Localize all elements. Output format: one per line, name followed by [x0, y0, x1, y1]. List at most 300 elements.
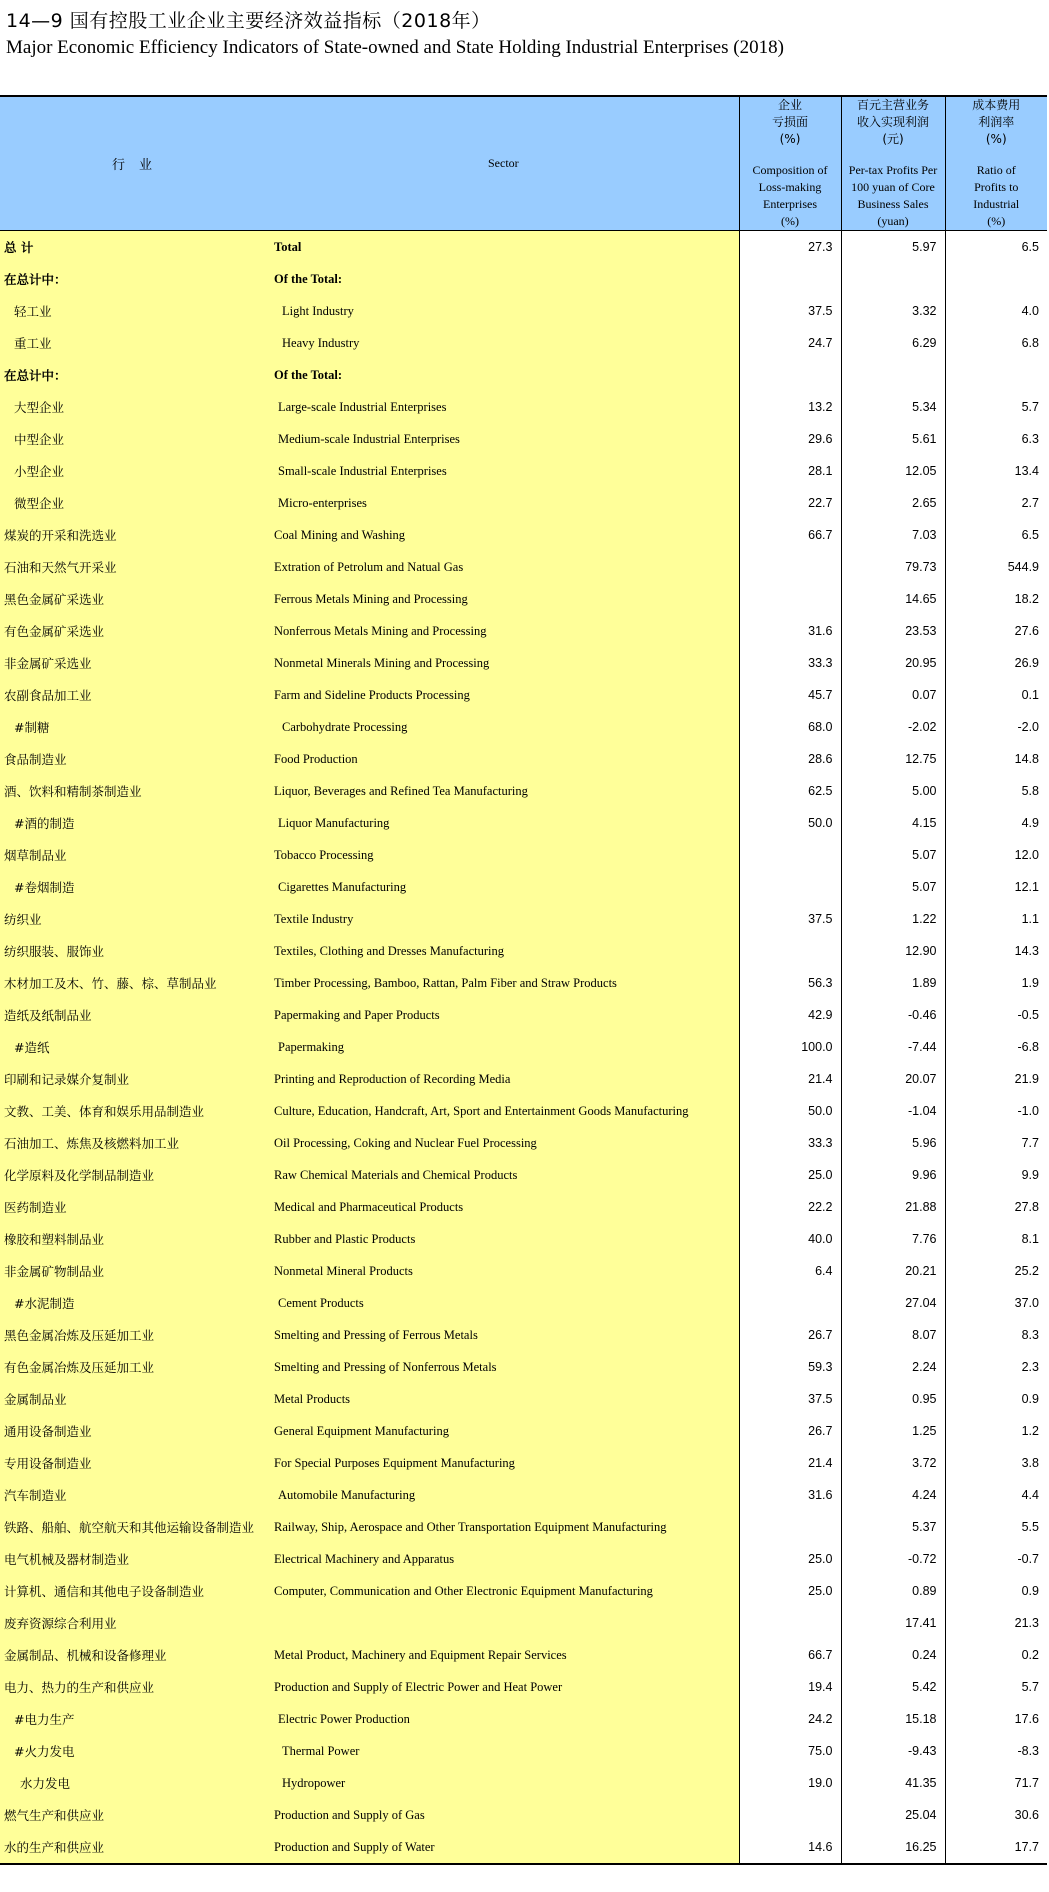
- loss-making-pct-value: 26.7: [739, 1415, 841, 1447]
- table-row: [0, 295, 1047, 327]
- sector-name-en: Oil Processing, Coking and Nuclear Fuel Processing: [270, 1127, 739, 1159]
- table-row: [0, 1703, 1047, 1735]
- cost-profit-ratio-value: 30.6: [945, 1799, 1047, 1831]
- loss-making-pct-value: 13.2: [739, 391, 841, 423]
- industry-name-cn: 水的生产和供应业: [0, 1831, 270, 1864]
- industry-name-cn: 橡胶和塑料制品业: [0, 1223, 270, 1255]
- profit-per-100-yuan-value: 12.90: [841, 935, 945, 967]
- cost-profit-ratio-value: 21.9: [945, 1063, 1047, 1095]
- header-col2-en3: Business Sales: [857, 197, 929, 211]
- table-row: [0, 231, 1047, 264]
- header-col1-unit-en: (%): [781, 214, 799, 228]
- industry-name-cn: 非金属矿采选业: [0, 647, 270, 679]
- profit-per-100-yuan-value: 7.76: [841, 1223, 945, 1255]
- cost-profit-ratio-value: -0.7: [945, 1543, 1047, 1575]
- loss-making-pct-value: 25.0: [739, 1575, 841, 1607]
- table-row: [0, 1479, 1047, 1511]
- sector-name-en: Cement Products: [270, 1287, 739, 1319]
- profit-per-100-yuan-value: 5.00: [841, 775, 945, 807]
- cost-profit-ratio-value: 0.2: [945, 1639, 1047, 1671]
- industry-name-cn: #制糖: [0, 711, 270, 743]
- cost-profit-ratio-value: 14.8: [945, 743, 1047, 775]
- sector-name-en: Nonmetal Mineral Products: [270, 1255, 739, 1287]
- industry-name-cn: 农副食品加工业: [0, 679, 270, 711]
- loss-making-pct-value: 68.0: [739, 711, 841, 743]
- profit-per-100-yuan-value: 4.24: [841, 1479, 945, 1511]
- loss-making-pct-value: [739, 839, 841, 871]
- header-profit-per-100: [841, 96, 945, 231]
- industry-name-cn: 造纸及纸制品业: [0, 999, 270, 1031]
- sector-name-en: Textile Industry: [270, 903, 739, 935]
- loss-making-pct-value: 59.3: [739, 1351, 841, 1383]
- cost-profit-ratio-value: 2.7: [945, 487, 1047, 519]
- sector-name-en: Printing and Reproduction of Recording Media: [270, 1063, 739, 1095]
- cost-profit-ratio-value: 6.8: [945, 327, 1047, 359]
- cost-profit-ratio-value: 0.9: [945, 1575, 1047, 1607]
- cost-profit-ratio-value: 27.6: [945, 615, 1047, 647]
- profit-per-100-yuan-value: 5.97: [841, 231, 945, 264]
- table-row: [0, 1415, 1047, 1447]
- loss-making-pct-value: 75.0: [739, 1735, 841, 1767]
- table-row: [0, 1607, 1047, 1639]
- cost-profit-ratio-value: 4.0: [945, 295, 1047, 327]
- cost-profit-ratio-value: 2.3: [945, 1351, 1047, 1383]
- loss-making-pct-value: 24.7: [739, 327, 841, 359]
- profit-per-100-yuan-value: 5.07: [841, 871, 945, 903]
- sector-name-en: [270, 1607, 739, 1639]
- sector-name-en: Electrical Machinery and Apparatus: [270, 1543, 739, 1575]
- header-sector-en: Sector: [270, 96, 739, 231]
- table-row: [0, 327, 1047, 359]
- loss-making-pct-value: 37.5: [739, 295, 841, 327]
- industry-name-cn: 食品制造业: [0, 743, 270, 775]
- header-col2-cn1: 百元主营业务: [856, 98, 929, 112]
- profit-per-100-yuan-value: 2.24: [841, 1351, 945, 1383]
- table-row: [0, 1671, 1047, 1703]
- table-row: [0, 1031, 1047, 1063]
- industry-name-cn: 水力发电: [0, 1767, 270, 1799]
- industry-name-cn: 黑色金属冶炼及压延加工业: [0, 1319, 270, 1351]
- profit-per-100-yuan-value: 79.73: [841, 551, 945, 583]
- loss-making-pct-value: 19.0: [739, 1767, 841, 1799]
- profit-per-100-yuan-value: 5.96: [841, 1127, 945, 1159]
- industry-name-cn: 在总计中：: [0, 263, 270, 295]
- sector-name-en: General Equipment Manufacturing: [270, 1415, 739, 1447]
- table-row: [0, 1095, 1047, 1127]
- table-row: [0, 711, 1047, 743]
- cost-profit-ratio-value: 3.8: [945, 1447, 1047, 1479]
- industry-name-cn: 非金属矿物制品业: [0, 1255, 270, 1287]
- profit-per-100-yuan-value: 21.88: [841, 1191, 945, 1223]
- table-row: [0, 999, 1047, 1031]
- cost-profit-ratio-value: -0.5: [945, 999, 1047, 1031]
- cost-profit-ratio-value: 13.4: [945, 455, 1047, 487]
- sector-name-en: Metal Product, Machinery and Equipment Repair Services: [270, 1639, 739, 1671]
- profit-per-100-yuan-value: 5.42: [841, 1671, 945, 1703]
- industry-name-cn: 小型企业: [0, 455, 270, 487]
- loss-making-pct-value: 45.7: [739, 679, 841, 711]
- industry-name-cn: #造纸: [0, 1031, 270, 1063]
- profit-per-100-yuan-value: 14.65: [841, 583, 945, 615]
- sector-name-en: Food Production: [270, 743, 739, 775]
- industry-name-cn: #电力生产: [0, 1703, 270, 1735]
- table-row: [0, 1639, 1047, 1671]
- sector-name-en: Extration of Petrolum and Natual Gas: [270, 551, 739, 583]
- industry-name-cn: 废弃资源综合利用业: [0, 1607, 270, 1639]
- industry-name-cn: 在总计中：: [0, 359, 270, 391]
- table-row: [0, 455, 1047, 487]
- profit-per-100-yuan-value: [841, 359, 945, 391]
- table-row: [0, 1575, 1047, 1607]
- sector-name-en: Papermaking: [270, 1031, 739, 1063]
- profit-per-100-yuan-value: 6.29: [841, 327, 945, 359]
- loss-making-pct-value: [739, 871, 841, 903]
- industry-name-cn: 电气机械及器材制造业: [0, 1543, 270, 1575]
- profit-per-100-yuan-value: 7.03: [841, 519, 945, 551]
- table-row: [0, 359, 1047, 391]
- profit-per-100-yuan-value: 1.89: [841, 967, 945, 999]
- loss-making-pct-value: 21.4: [739, 1063, 841, 1095]
- cost-profit-ratio-value: 0.9: [945, 1383, 1047, 1415]
- loss-making-pct-value: 22.7: [739, 487, 841, 519]
- industry-name-cn: 有色金属冶炼及压延加工业: [0, 1351, 270, 1383]
- profit-per-100-yuan-value: 9.96: [841, 1159, 945, 1191]
- cost-profit-ratio-value: -6.8: [945, 1031, 1047, 1063]
- loss-making-pct-value: 42.9: [739, 999, 841, 1031]
- profit-per-100-yuan-value: 5.34: [841, 391, 945, 423]
- industry-name-cn: 有色金属矿采选业: [0, 615, 270, 647]
- loss-making-pct-value: 37.5: [739, 1383, 841, 1415]
- profit-per-100-yuan-value: 0.95: [841, 1383, 945, 1415]
- cost-profit-ratio-value: -8.3: [945, 1735, 1047, 1767]
- loss-making-pct-value: 27.3: [739, 231, 841, 264]
- profit-per-100-yuan-value: 1.25: [841, 1415, 945, 1447]
- loss-making-pct-value: 33.3: [739, 647, 841, 679]
- loss-making-pct-value: 100.0: [739, 1031, 841, 1063]
- table-row: [0, 263, 1047, 295]
- sector-name-en: Raw Chemical Materials and Chemical Products: [270, 1159, 739, 1191]
- loss-making-pct-value: 40.0: [739, 1223, 841, 1255]
- profit-per-100-yuan-value: -0.46: [841, 999, 945, 1031]
- sector-name-en: Coal Mining and Washing: [270, 519, 739, 551]
- sector-name-en: Railway, Ship, Aerospace and Other Transportation Equipment Manufacturing: [270, 1511, 739, 1543]
- profit-per-100-yuan-value: [841, 263, 945, 295]
- profit-per-100-yuan-value: -0.72: [841, 1543, 945, 1575]
- sector-name-en: Of the Total:: [270, 359, 739, 391]
- profit-per-100-yuan-value: 3.32: [841, 295, 945, 327]
- table-row: [0, 583, 1047, 615]
- table-row: [0, 423, 1047, 455]
- industry-name-cn: 化学原料及化学制品制造业: [0, 1159, 270, 1191]
- loss-making-pct-value: 37.5: [739, 903, 841, 935]
- table-row: [0, 1127, 1047, 1159]
- industry-name-cn: 烟草制品业: [0, 839, 270, 871]
- loss-making-pct-value: [739, 935, 841, 967]
- profit-per-100-yuan-value: -9.43: [841, 1735, 945, 1767]
- cost-profit-ratio-value: 12.0: [945, 839, 1047, 871]
- loss-making-pct-value: 50.0: [739, 807, 841, 839]
- table-row: [0, 807, 1047, 839]
- table-row: [0, 1319, 1047, 1351]
- loss-making-pct-value: 25.0: [739, 1159, 841, 1191]
- loss-making-pct-value: 31.6: [739, 615, 841, 647]
- sector-name-en: Cigarettes Manufacturing: [270, 871, 739, 903]
- table-row: [0, 391, 1047, 423]
- industry-name-cn: 金属制品业: [0, 1383, 270, 1415]
- table-row: [0, 839, 1047, 871]
- sector-name-en: Total: [270, 231, 739, 264]
- table-row: [0, 1735, 1047, 1767]
- industry-name-cn: 石油和天然气开采业: [0, 551, 270, 583]
- table-header-row: [0, 96, 1047, 231]
- table-row: [0, 647, 1047, 679]
- loss-making-pct-value: 26.7: [739, 1319, 841, 1351]
- table-row: [0, 679, 1047, 711]
- header-col1-en1: Composition of: [752, 163, 828, 177]
- cost-profit-ratio-value: 6.3: [945, 423, 1047, 455]
- profit-per-100-yuan-value: 2.65: [841, 487, 945, 519]
- sector-name-en: Heavy Industry: [270, 327, 739, 359]
- cost-profit-ratio-value: 5.7: [945, 1671, 1047, 1703]
- industry-name-cn: 石油加工、炼焦及核燃料加工业: [0, 1127, 270, 1159]
- sector-name-en: Carbohydrate Processing: [270, 711, 739, 743]
- table-row: [0, 903, 1047, 935]
- profit-per-100-yuan-value: 27.04: [841, 1287, 945, 1319]
- sector-name-en: Smelting and Pressing of Nonferrous Metals: [270, 1351, 739, 1383]
- header-col3-en1: Ratio of: [976, 163, 1016, 177]
- sector-name-en: Computer, Communication and Other Electronic Equipment Manufacturing: [270, 1575, 739, 1607]
- sector-name-en: Metal Products: [270, 1383, 739, 1415]
- industry-name-cn: 黑色金属矿采选业: [0, 583, 270, 615]
- table-row: [0, 871, 1047, 903]
- table-row: [0, 1831, 1047, 1864]
- table-body: [0, 231, 1047, 1865]
- profit-per-100-yuan-value: 3.72: [841, 1447, 945, 1479]
- cost-profit-ratio-value: 18.2: [945, 583, 1047, 615]
- sector-name-en: Large-scale Industrial Enterprises: [270, 391, 739, 423]
- header-col3-en2: Profits to: [974, 180, 1019, 194]
- table-row: [0, 935, 1047, 967]
- cost-profit-ratio-value: 71.7: [945, 1767, 1047, 1799]
- header-col2-unit-cn: (元): [882, 132, 904, 146]
- table-row: [0, 1191, 1047, 1223]
- sector-name-en: Electric Power Production: [270, 1703, 739, 1735]
- industry-name-cn: 大型企业: [0, 391, 270, 423]
- loss-making-pct-value: 14.6: [739, 1831, 841, 1864]
- table-row: [0, 1255, 1047, 1287]
- table-row: [0, 743, 1047, 775]
- sector-name-en: Production and Supply of Water: [270, 1831, 739, 1864]
- sector-name-en: Culture, Education, Handcraft, Art, Sport and Entertainment Goods Manufacturing: [270, 1095, 739, 1127]
- industry-name-cn: 纺织业: [0, 903, 270, 935]
- profit-per-100-yuan-value: 16.25: [841, 1831, 945, 1864]
- cost-profit-ratio-value: 25.2: [945, 1255, 1047, 1287]
- table-row: [0, 615, 1047, 647]
- profit-per-100-yuan-value: 20.07: [841, 1063, 945, 1095]
- header-col1-cn2: 亏损面: [771, 115, 808, 129]
- industry-name-cn: 燃气生产和供应业: [0, 1799, 270, 1831]
- header-col2-cn2: 收入实现利润: [856, 115, 929, 129]
- page-title-chinese: 14—9 国有控股工业企业主要经济效益指标（2018年）: [6, 10, 491, 32]
- cost-profit-ratio-value: -1.0: [945, 1095, 1047, 1127]
- cost-profit-ratio-value: -2.0: [945, 711, 1047, 743]
- industry-name-cn: 木材加工及木、竹、藤、棕、草制品业: [0, 967, 270, 999]
- industry-name-cn: 轻工业: [0, 295, 270, 327]
- loss-making-pct-value: 28.1: [739, 455, 841, 487]
- industry-name-cn: 汽车制造业: [0, 1479, 270, 1511]
- loss-making-pct-value: [739, 1287, 841, 1319]
- loss-making-pct-value: 56.3: [739, 967, 841, 999]
- sector-name-en: Liquor, Beverages and Refined Tea Manufacturing: [270, 775, 739, 807]
- profit-per-100-yuan-value: -7.44: [841, 1031, 945, 1063]
- profit-per-100-yuan-value: 12.75: [841, 743, 945, 775]
- table-row: [0, 1799, 1047, 1831]
- cost-profit-ratio-value: 8.1: [945, 1223, 1047, 1255]
- profit-per-100-yuan-value: 20.21: [841, 1255, 945, 1287]
- loss-making-pct-value: 28.6: [739, 743, 841, 775]
- profit-per-100-yuan-value: 0.89: [841, 1575, 945, 1607]
- sector-name-en: Textiles, Clothing and Dresses Manufacturing: [270, 935, 739, 967]
- industry-name-cn: 电力、热力的生产和供应业: [0, 1671, 270, 1703]
- industry-name-cn: #卷烟制造: [0, 871, 270, 903]
- table-row: [0, 1159, 1047, 1191]
- industry-name-cn: 文教、工美、体育和娱乐用品制造业: [0, 1095, 270, 1127]
- table-row: [0, 519, 1047, 551]
- sector-name-en: Production and Supply of Electric Power and Heat Power: [270, 1671, 739, 1703]
- sector-name-en: Papermaking and Paper Products: [270, 999, 739, 1031]
- sector-name-en: Automobile Manufacturing: [270, 1479, 739, 1511]
- cost-profit-ratio-value: 12.1: [945, 871, 1047, 903]
- header-col2-en2: 100 yuan of Core: [851, 180, 935, 194]
- page-title-english: Major Economic Efficiency Indicators of State-owned and State Holding Industrial Enterprises (2018): [6, 37, 784, 58]
- sector-name-en: Production and Supply of Gas: [270, 1799, 739, 1831]
- header-col1-en2: Loss-making: [758, 180, 822, 194]
- sector-name-en: Farm and Sideline Products Processing: [270, 679, 739, 711]
- cost-profit-ratio-value: 17.7: [945, 1831, 1047, 1864]
- table-row: [0, 1383, 1047, 1415]
- profit-per-100-yuan-value: 17.41: [841, 1607, 945, 1639]
- cost-profit-ratio-value: 0.1: [945, 679, 1047, 711]
- cost-profit-ratio-value: 27.8: [945, 1191, 1047, 1223]
- header-col3-unit-cn: (%): [985, 132, 1007, 146]
- sector-name-en: Light Industry: [270, 295, 739, 327]
- cost-profit-ratio-value: 14.3: [945, 935, 1047, 967]
- profit-per-100-yuan-value: 0.24: [841, 1639, 945, 1671]
- table-row: [0, 1511, 1047, 1543]
- industry-name-cn: 通用设备制造业: [0, 1415, 270, 1447]
- sector-name-en: Of the Total:: [270, 263, 739, 295]
- profit-per-100-yuan-value: 15.18: [841, 1703, 945, 1735]
- loss-making-pct-value: 33.3: [739, 1127, 841, 1159]
- profit-per-100-yuan-value: 12.05: [841, 455, 945, 487]
- loss-making-pct-value: [739, 1511, 841, 1543]
- sector-name-en: Nonmetal Minerals Mining and Processing: [270, 647, 739, 679]
- table-row: [0, 1543, 1047, 1575]
- loss-making-pct-value: 25.0: [739, 1543, 841, 1575]
- table-row: [0, 775, 1047, 807]
- sector-name-en: Liquor Manufacturing: [270, 807, 739, 839]
- cost-profit-ratio-value: 1.9: [945, 967, 1047, 999]
- loss-making-pct-value: 29.6: [739, 423, 841, 455]
- header-industry-cn: 行业: [0, 96, 270, 231]
- loss-making-pct-value: [739, 583, 841, 615]
- sector-name-en: Micro-enterprises: [270, 487, 739, 519]
- loss-making-pct-value: [739, 1799, 841, 1831]
- sector-name-en: Thermal Power: [270, 1735, 739, 1767]
- cost-profit-ratio-value: 6.5: [945, 231, 1047, 264]
- sector-name-en: Timber Processing, Bamboo, Rattan, Palm Fiber and Straw Products: [270, 967, 739, 999]
- loss-making-pct-value: [739, 359, 841, 391]
- cost-profit-ratio-value: 1.1: [945, 903, 1047, 935]
- cost-profit-ratio-value: [945, 263, 1047, 295]
- industry-name-cn: 酒、饮料和精制茶制造业: [0, 775, 270, 807]
- header-col1-en3: Enterprises: [763, 197, 817, 211]
- cost-profit-ratio-value: 5.8: [945, 775, 1047, 807]
- profit-per-100-yuan-value: 1.22: [841, 903, 945, 935]
- industry-name-cn: 专用设备制造业: [0, 1447, 270, 1479]
- loss-making-pct-value: [739, 551, 841, 583]
- profit-per-100-yuan-value: 8.07: [841, 1319, 945, 1351]
- sector-name-en: Smelting and Pressing of Ferrous Metals: [270, 1319, 739, 1351]
- profit-per-100-yuan-value: -2.02: [841, 711, 945, 743]
- industry-name-cn: 金属制品、机械和设备修理业: [0, 1639, 270, 1671]
- industry-name-cn: #火力发电: [0, 1735, 270, 1767]
- loss-making-pct-value: 66.7: [739, 1639, 841, 1671]
- cost-profit-ratio-value: 21.3: [945, 1607, 1047, 1639]
- industry-name-cn: 纺织服装、服饰业: [0, 935, 270, 967]
- header-col3-cn2: 利润率: [978, 115, 1015, 129]
- industry-name-cn: 中型企业: [0, 423, 270, 455]
- table-row: [0, 1447, 1047, 1479]
- profit-per-100-yuan-value: 5.37: [841, 1511, 945, 1543]
- profit-per-100-yuan-value: 0.07: [841, 679, 945, 711]
- cost-profit-ratio-value: 37.0: [945, 1287, 1047, 1319]
- industry-name-cn: 铁路、船舶、航空航天和其他运输设备制造业: [0, 1511, 270, 1543]
- table-row: [0, 1351, 1047, 1383]
- industry-name-cn: 印刷和记录媒介复制业: [0, 1063, 270, 1095]
- loss-making-pct-value: 6.4: [739, 1255, 841, 1287]
- profit-per-100-yuan-value: 5.61: [841, 423, 945, 455]
- table-row: [0, 1767, 1047, 1799]
- table-row: [0, 551, 1047, 583]
- profit-per-100-yuan-value: 4.15: [841, 807, 945, 839]
- header-col3-en3: Industrial: [973, 197, 1020, 211]
- profit-per-100-yuan-value: 20.95: [841, 647, 945, 679]
- loss-making-pct-value: 19.4: [739, 1671, 841, 1703]
- loss-making-pct-value: [739, 1607, 841, 1639]
- loss-making-pct-value: 24.2: [739, 1703, 841, 1735]
- industry-name-cn: 微型企业: [0, 487, 270, 519]
- sector-name-en: Tobacco Processing: [270, 839, 739, 871]
- loss-making-pct-value: 21.4: [739, 1447, 841, 1479]
- industry-name-cn: #酒的制造: [0, 807, 270, 839]
- profit-per-100-yuan-value: 41.35: [841, 1767, 945, 1799]
- industry-name-cn: 总 计: [0, 231, 270, 264]
- loss-making-pct-value: 50.0: [739, 1095, 841, 1127]
- header-col3-cn1: 成本费用: [972, 98, 1021, 112]
- cost-profit-ratio-value: 17.6: [945, 1703, 1047, 1735]
- table-row: [0, 967, 1047, 999]
- profit-per-100-yuan-value: 5.07: [841, 839, 945, 871]
- sector-name-en: Small-scale Industrial Enterprises: [270, 455, 739, 487]
- loss-making-pct-value: 62.5: [739, 775, 841, 807]
- table-row: [0, 487, 1047, 519]
- cost-profit-ratio-value: 4.9: [945, 807, 1047, 839]
- header-col3-unit-en: (%): [987, 214, 1006, 228]
- cost-profit-ratio-value: 26.9: [945, 647, 1047, 679]
- cost-profit-ratio-value: 7.7: [945, 1127, 1047, 1159]
- loss-making-pct-value: 22.2: [739, 1191, 841, 1223]
